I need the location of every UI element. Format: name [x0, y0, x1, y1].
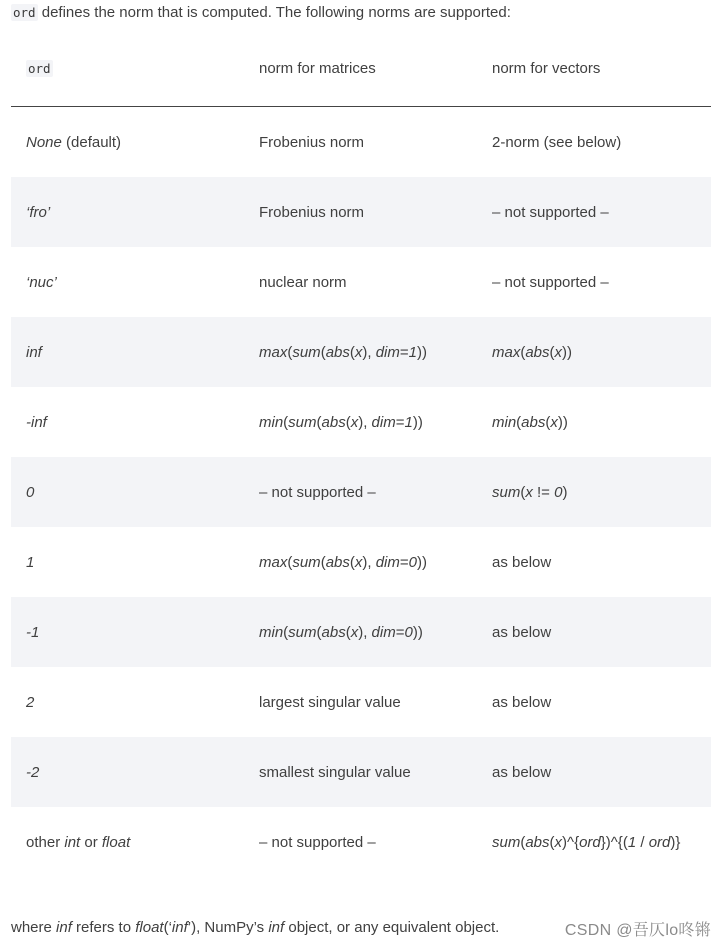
text-segment: )): [562, 343, 573, 361]
italic-text: min: [492, 413, 517, 431]
text-segment: Frobenius norm: [259, 133, 365, 151]
text-segment: (: [520, 483, 526, 501]
vector-norm-cell: [477, 387, 711, 457]
matrix-norm-cell: [244, 317, 477, 387]
matrix-norm-cell: [244, 807, 477, 877]
ord-cell: [11, 527, 244, 597]
italic-text: inf: [171, 919, 188, 936]
vector-norm-cell: [477, 527, 711, 597]
ord-cell: [11, 597, 244, 667]
ord-cell: [11, 737, 244, 807]
italic-text: 0: [408, 553, 417, 571]
table-body: [11, 107, 711, 878]
text-segment: (: [316, 413, 322, 431]
text-segment: as below: [492, 763, 552, 781]
italic-text: max: [259, 343, 288, 361]
text-segment: largest singular value: [259, 693, 401, 711]
text-segment: )^{: [562, 833, 580, 851]
text-segment: where: [11, 919, 57, 936]
ord-code: ord: [13, 5, 36, 20]
intro-paragraph: [11, 3, 711, 23]
header-ord: [11, 31, 244, 107]
text-segment: smallest singular value: [259, 763, 411, 781]
header-ord-code: ord: [28, 61, 51, 76]
italic-text: 1: [404, 413, 413, 431]
header-vector-norm: norm for vectors: [477, 31, 711, 107]
matrix-norm-cell: [244, 247, 477, 317]
text-segment: – not supported –: [492, 273, 609, 291]
italic-text: x: [554, 343, 563, 361]
table-row: [11, 597, 711, 667]
text-segment: ),: [362, 343, 376, 361]
vector-norm-cell: [477, 177, 711, 247]
vector-norm-cell: [477, 807, 711, 877]
text-segment: =: [395, 623, 405, 641]
ord-cell: [11, 247, 244, 317]
ord-cell: [11, 387, 244, 457]
text-segment: !=: [532, 483, 555, 501]
italic-text: int: [64, 833, 81, 851]
ord-cell: [11, 457, 244, 527]
csdn-watermark: CSDN @吾仄lo咚锵: [564, 922, 711, 939]
italic-text: sum: [292, 343, 321, 361]
text-segment: – not supported –: [259, 833, 376, 851]
header-row: [11, 31, 711, 107]
italic-text: sum: [288, 413, 317, 431]
text-segment: (: [549, 833, 555, 851]
italic-text: x: [550, 413, 558, 431]
text-segment: =: [395, 413, 405, 431]
table-row: [11, 807, 711, 877]
matrix-norm-cell: [244, 737, 477, 807]
intro-text: defines the norm that is computed. The following norms are supported:: [37, 4, 511, 21]
italic-text: max: [492, 343, 521, 361]
matrix-norm-cell: [244, 597, 477, 667]
table-row: [11, 247, 711, 317]
table-row: [11, 667, 711, 737]
text-segment: nuclear norm: [259, 273, 347, 291]
italic-text: 1: [26, 553, 35, 571]
italic-text: sum: [492, 833, 521, 851]
matrix-norm-cell: [244, 387, 477, 457]
text-segment: /: [636, 833, 649, 851]
text-segment: ): [562, 483, 568, 501]
italic-text: abs: [325, 553, 350, 571]
text-segment: (: [320, 553, 326, 571]
table-row: [11, 387, 711, 457]
italic-text: inf: [26, 343, 42, 361]
italic-text: x: [354, 553, 363, 571]
text-segment: )): [417, 553, 427, 571]
text-segment: )): [417, 343, 427, 361]
italic-text: min: [259, 623, 284, 641]
italic-text: dim: [371, 623, 396, 641]
vector-norm-cell: [477, 667, 711, 737]
italic-text: dim: [375, 343, 400, 361]
italic-text: ord: [579, 833, 601, 851]
text-segment: (: [349, 553, 355, 571]
italic-text: x: [350, 413, 359, 431]
italic-text: min: [259, 413, 284, 431]
text-segment: =: [399, 553, 409, 571]
italic-text: abs: [325, 343, 350, 361]
italic-text: inf: [56, 919, 72, 936]
matrix-norm-cell: [244, 107, 477, 178]
italic-text: -inf: [26, 413, 47, 431]
italic-text: -1: [26, 623, 40, 641]
italic-text: x: [354, 343, 363, 361]
text-segment: )): [412, 623, 423, 641]
ord-cell: [11, 317, 244, 387]
italic-text: 2: [26, 693, 35, 711]
vector-norm-cell: [477, 247, 711, 317]
italic-text: x: [525, 483, 533, 501]
text-segment: (: [520, 343, 526, 361]
text-segment: (: [320, 343, 326, 361]
text-segment: (: [287, 553, 293, 571]
text-segment: (: [549, 343, 555, 361]
vector-norm-cell: [477, 457, 711, 527]
italic-text: x: [350, 623, 359, 641]
table-row: [11, 457, 711, 527]
table-row: [11, 107, 711, 178]
italic-text: 0: [554, 483, 563, 501]
italic-text: ‘fro’: [26, 203, 51, 221]
text-segment: refers to: [71, 919, 136, 936]
text-segment: (: [345, 623, 351, 641]
italic-text: 1: [408, 343, 417, 361]
text-segment: ),: [362, 553, 376, 571]
matrix-norm-cell: [244, 177, 477, 247]
text-segment: (: [316, 623, 322, 641]
italic-text: sum: [292, 553, 321, 571]
text-segment: ),: [358, 413, 372, 431]
text-segment: ),: [358, 623, 372, 641]
text-segment: (: [520, 833, 526, 851]
ord-cell: [11, 667, 244, 737]
table-row: [11, 317, 711, 387]
text-segment: )}: [670, 833, 681, 851]
text-segment: 2-norm (see below): [492, 133, 622, 151]
norms-table: [11, 31, 711, 877]
ord-cell: [11, 177, 244, 247]
text-segment: – not supported –: [259, 483, 376, 501]
matrix-norm-cell: [244, 667, 477, 737]
vector-norm-cell: [477, 597, 711, 667]
text-segment: (: [545, 413, 551, 431]
italic-text: 0: [26, 483, 35, 501]
ord-cell: [11, 107, 244, 178]
italic-text: None: [26, 133, 62, 151]
text-segment: (‘: [163, 919, 172, 936]
text-segment: })^{(: [600, 833, 628, 851]
ord-cell: [11, 807, 244, 877]
italic-text: float: [135, 919, 164, 936]
footer-note: [11, 918, 499, 938]
table-row: [11, 737, 711, 807]
text-segment: (: [345, 413, 351, 431]
italic-text: float: [101, 833, 131, 851]
italic-text: ‘nuc’: [26, 273, 57, 291]
italic-text: abs: [521, 413, 546, 431]
text-segment: object, or any equivalent object.: [284, 919, 500, 936]
text-segment: as below: [492, 553, 552, 571]
italic-text: abs: [321, 623, 346, 641]
table-header: [11, 31, 711, 107]
text-segment: )): [557, 413, 568, 431]
italic-text: sum: [492, 483, 521, 501]
vector-norm-cell: [477, 317, 711, 387]
vector-norm-cell: [477, 737, 711, 807]
matrix-norm-cell: [244, 457, 477, 527]
italic-text: abs: [525, 343, 550, 361]
header-matrix-norm: norm for matrices: [244, 31, 477, 107]
text-segment: )): [412, 413, 423, 431]
italic-text: ord: [648, 833, 671, 851]
italic-text: dim: [375, 553, 400, 571]
text-segment: ’), NumPy’s: [187, 919, 269, 936]
text-segment: (: [283, 623, 289, 641]
text-segment: Frobenius norm: [259, 203, 365, 221]
table-row: [11, 177, 711, 247]
text-segment: (default): [61, 133, 122, 151]
matrix-norm-cell: [244, 527, 477, 597]
text-segment: as below: [492, 693, 552, 711]
italic-text: 0: [404, 623, 413, 641]
italic-text: inf: [268, 919, 285, 936]
italic-text: 1: [627, 833, 637, 851]
text-segment: (: [283, 413, 289, 431]
italic-text: sum: [288, 623, 317, 641]
italic-text: max: [259, 553, 288, 571]
text-segment: =: [399, 343, 409, 361]
italic-text: abs: [321, 413, 346, 431]
text-segment: or: [80, 833, 102, 851]
text-segment: (: [287, 343, 293, 361]
vector-norm-cell: [477, 107, 711, 178]
text-segment: as below: [492, 623, 552, 641]
table-row: [11, 527, 711, 597]
italic-text: x: [554, 833, 563, 851]
text-segment: (: [349, 343, 355, 361]
text-segment: (: [516, 413, 522, 431]
text-segment: other: [26, 833, 65, 851]
text-segment: – not supported –: [492, 203, 609, 221]
italic-text: abs: [525, 833, 550, 851]
italic-text: -2: [26, 763, 40, 781]
italic-text: dim: [371, 413, 396, 431]
